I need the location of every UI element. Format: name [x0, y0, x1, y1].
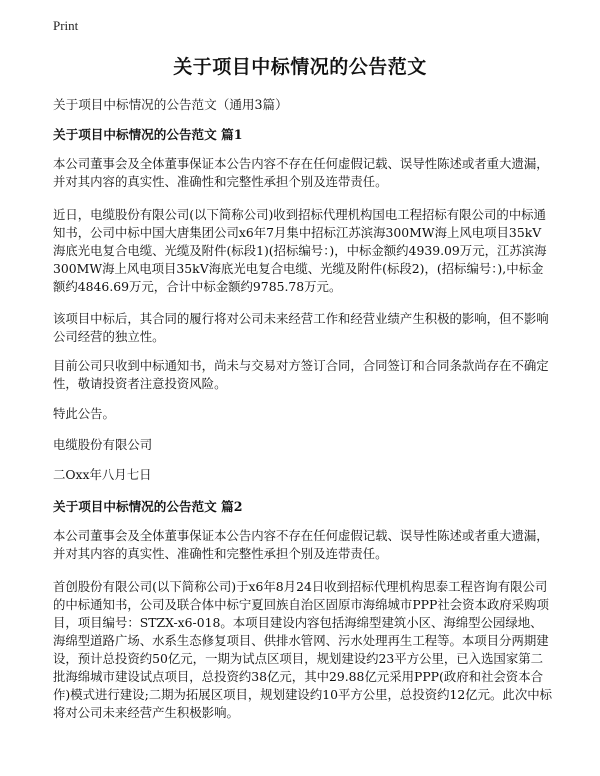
section-2-heading: 关于项目中标情况的公告范文 篇2: [53, 499, 243, 514]
section-2-paragraph-1: 本公司董事会及全体董事保证本公告内容不存在任何虚假记载、误导性陈述或者重大遗漏，并对其内容的真实性、准确性和完整性承担个别及连带责任。: [53, 528, 549, 561]
section-1-company-signature: 电缆股份有限公司: [53, 437, 153, 452]
section-1-paragraph-1: 本公司董事会及全体董事保证本公告内容不存在任何虚假记载、误导性陈述或者重大遗漏，并对其内容的真实性、准确性和完整性承担个别及连带责任。: [53, 156, 549, 189]
section-1-closing: 特此公告。: [53, 406, 115, 421]
section-2-paragraph-2: 首创股份有限公司(以下简称公司)于x6年8月24日收到招标代理机构思泰工程咨询有限公司的中标通知书，公司及联合体中标宁夏回族自治区固原市海绵城市PPP社会资本政府采购项目，项目编号：STZX-x6-018。本项目建设内容包括海绵型建筑小区、海绵型公园绿地、海绵型道路广场、水系生态修复项目、供排水管网、污水处理再生工程等。本项目分两期建设，预计总投资约50亿元，一期为试点区项目，规划建设约23平方公里，已入选国家第二批海绵城市建设试点项目，总投资约38亿元，其中29.88亿元采用PPP(政府和社会资本合作)模式进行建设;二期为拓展区项目，规划建设约10平方公里，总投资约12亿元。此次中标将对公司未来经营产生积极影响。: [53, 579, 552, 720]
document-subtitle: 关于项目中标情况的公告范文（通用3篇）: [53, 97, 288, 112]
print-link[interactable]: Print: [53, 18, 79, 33]
section-1-paragraph-2: 近日，电缆股份有限公司(以下简称公司)收到招标代理机构国电工程招标有限公司的中标通知书，公司中标中国大唐集团公司x6年7月集中招标江苏滨海300MW海上风电项目35kV海底光电复合电缆、光缆及附件(标段1)(招标编号：)，中标金额约4939.09万元，江苏滨海300MW海上风电项目35kV海底光电复合电缆、光缆及附件(标段2)，(招标编号：),中标金额约4846.69万元，合计中标金额约9785.78万元。: [53, 207, 547, 294]
section-1-heading: 关于项目中标情况的公告范文 篇1: [53, 127, 243, 142]
section-1-paragraph-4: 目前公司只收到中标通知书，尚未与交易对方签订合同，合同签订和合同条款尚存在不确定性，敬请投资者注意投资风险。: [53, 358, 549, 391]
section-1-date: 二Oxx年八月七日: [53, 467, 152, 482]
page-title: 关于项目中标情况的公告范文: [173, 56, 427, 78]
section-1-paragraph-3: 该项目中标后，其合同的履行将对公司未来经营工作和经营业绩产生积极的影响，但不影响公司经营的独立性。: [53, 311, 549, 344]
